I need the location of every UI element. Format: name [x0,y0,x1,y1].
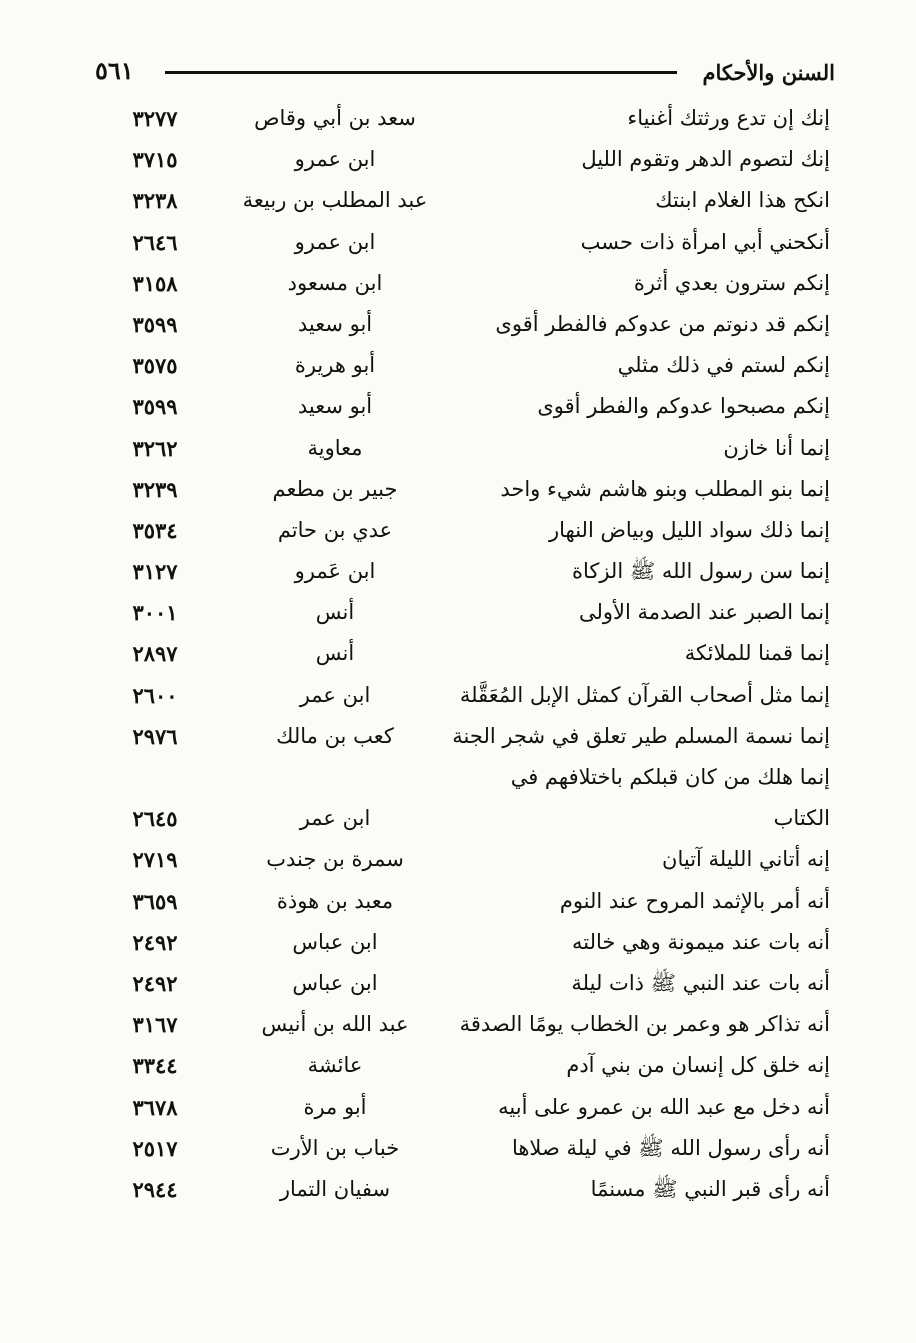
index-row [100,1087,830,1128]
hadith-number: ٢٩٧٦ [132,723,178,749]
index-row [100,1169,830,1210]
hadith-text: إنما ذلك سواد الليل وبياض النهار [549,517,830,542]
hadith-number: ٣٦٥٩ [132,888,178,914]
narrator-name: عدي بن حاتم [277,517,393,542]
index-row [100,222,830,263]
narrator-name: سعد بن أبي وقاص [254,106,416,130]
hadith-number: ٣١٥٨ [132,270,178,296]
index-row [100,757,830,798]
hadith-text: إنما سن رسول الله ﷺ الزكاة [571,559,830,584]
index-row [100,263,830,304]
book-title: السنن والأحكام [702,60,835,85]
hadith-number: ٢٩٤٤ [132,1176,178,1202]
hadith-number: ٢٥١٧ [132,1135,178,1161]
narrator-name: ابن عمرو [294,147,376,172]
narrator-name: ابن عباس [292,929,378,954]
index-row [100,881,830,922]
hadith-text: إنكم مصبحوا عدوكم والفطر أقوى [537,394,830,419]
hadith-text: إنكم لستم في ذلك مثلي [617,353,830,378]
narrator-name: جبير بن مطعم [272,476,398,501]
hadith-number: ٢٦٤٥ [132,806,178,832]
narrator-name: أبو مرة [303,1094,367,1119]
page-header [95,56,835,96]
narrator-name: ابن عَمرو [294,559,376,584]
narrator-name: أبو سعيد [297,394,373,419]
hadith-text: إنما نسمة المسلم طير تعلق في شجر الجنة [452,723,830,748]
narrator-name: أبو هريرة [294,353,376,378]
index-row [100,675,830,716]
hadith-number: ٢٤٩٢ [132,970,178,996]
hadith-text: أنه دخل مع عبد الله بن عمرو على أبيه [498,1094,830,1119]
index-row [100,922,830,963]
hadith-text: أنه تذاكر هو وعمر بن الخطاب يومًا الصدقة [459,1012,830,1037]
hadith-number: ٣٥٣٤ [132,517,178,543]
hadith-number: ٢٦٤٦ [132,229,178,255]
hadith-text: إنما أنا خازن [723,435,830,460]
hadith-text: إنما هلك من كان قبلكم باختلافهم في [510,765,830,789]
hadith-text: أنه بات عند النبي ﷺ ذات ليلة [571,970,830,995]
hadith-number: ٢٦٠٠ [132,682,178,708]
hadith-text: إنما قمنا للملائكة [684,641,830,666]
hadith-number: ٣٥٩٩ [132,394,178,420]
index-row [100,798,830,839]
hadith-number: ٣٢٣٩ [132,476,178,502]
narrator-name: خباب بن الأرت [270,1135,400,1160]
hadith-number: ٣٠٠١ [132,600,178,626]
hadith-text: إنك إن تدع ورثتك أغنياء [627,106,830,130]
hadith-text: أنه رأى رسول الله ﷺ في ليلة صلاها [511,1135,830,1160]
index-row [100,839,830,880]
narrator-name: ابن عمرو [294,229,376,254]
hadith-number: ٣٣٤٤ [132,1053,178,1079]
hadith-number: ٢٧١٩ [132,847,178,873]
index-row [100,510,830,551]
hadith-number: ٣٧١٥ [132,147,178,173]
index-row [100,963,830,1004]
hadith-text: أنكحني أبي امرأة ذات حسب [580,229,830,254]
narrator-name: سفيان التمار [279,1176,391,1201]
index-row [100,386,830,427]
hadith-number: ٣٢٣٨ [132,188,178,214]
narrator-name: ابن عمر [299,806,371,831]
hadith-number: ٣٢٦٢ [132,435,178,461]
hadith-text: إنما الصبر عند الصدمة الأولى [578,600,830,625]
hadith-number: ٢٤٩٢ [132,929,178,955]
hadith-text: الكتاب [773,806,830,831]
hadith-number: ٣٥٩٩ [132,311,178,337]
hadith-number: ٣٦٧٨ [132,1094,178,1120]
index-row [100,345,830,386]
narrator-name: ابن مسعود [287,270,383,295]
narrator-name: عائشة [307,1053,363,1078]
hadith-number: ٢٨٩٧ [132,641,178,667]
narrator-name: عبد الله بن أنيس [261,1012,409,1037]
hadith-text: إنه أتاني الليلة آتيان [662,847,830,872]
index-row [100,633,830,674]
index-table [100,98,830,1210]
hadith-text: إنك لتصوم الدهر وتقوم الليل [581,147,830,172]
narrator-name: معاوية [307,435,363,460]
narrator-name: عبد المطلب بن ربيعة [242,188,428,213]
index-row [100,592,830,633]
hadith-text: إنما بنو المطلب وبنو هاشم شيء واحد [500,476,830,501]
index-row [100,1004,830,1045]
index-row [100,304,830,345]
hadith-number: ٣١٦٧ [132,1012,178,1038]
narrator-name: أنس [315,641,355,666]
page-number: ٥٦١ [95,56,134,85]
index-row [100,716,830,757]
index-row [100,551,830,592]
index-row [100,1128,830,1169]
index-row [100,139,830,180]
index-row [100,469,830,510]
index-row [100,428,830,469]
hadith-text: إنه خلق كل إنسان من بني آدم [566,1053,830,1078]
hadith-text: إنما مثل أصحاب القرآن كمثل الإبل المُعَقَّلة [459,682,830,707]
narrator-name: ابن عباس [292,970,378,995]
hadith-text: انكح هذا الغلام ابنتك [655,188,830,213]
hadith-number: ٣٥٧٥ [132,353,178,379]
narrator-name: أنس [315,600,355,625]
header-rule [165,71,677,74]
narrator-name: ابن عمر [299,682,371,707]
hadith-text: أنه رأى قبر النبي ﷺ مسنمًا [590,1176,830,1201]
narrator-name: أبو سعيد [297,311,373,336]
hadith-text: أنه بات عند ميمونة وهي خالته [572,929,830,954]
index-row [100,180,830,221]
index-row [100,98,830,139]
hadith-text: إنكم سترون بعدي أثرة [633,270,830,295]
hadith-number: ٣١٢٧ [132,559,178,585]
narrator-name: سمرة بن جندب [266,847,404,872]
hadith-text: إنكم قد دنوتم من عدوكم فالفطر أقوى [495,311,830,336]
narrator-name: كعب بن مالك [276,723,394,748]
index-row [100,1045,830,1086]
narrator-name: معبد بن هوذة [276,888,394,913]
hadith-text: أنه أمر بالإثمد المروح عند النوم [559,888,830,913]
hadith-number: ٣٢٧٧ [132,106,178,131]
